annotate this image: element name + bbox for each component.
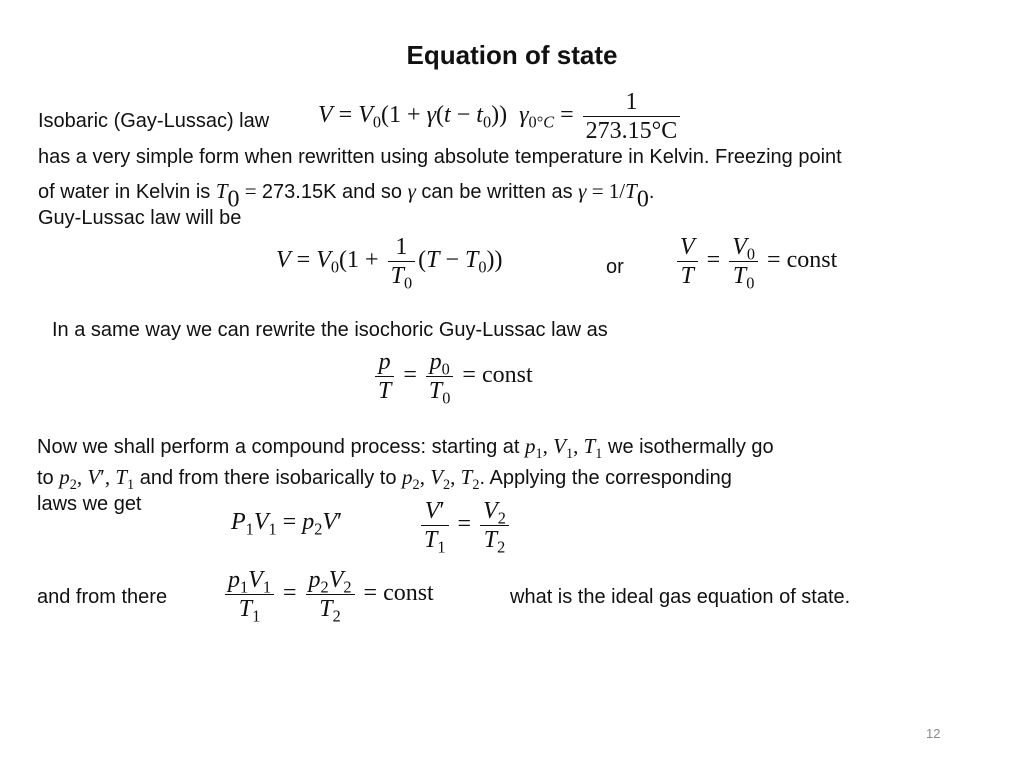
isobaric-step-equation: $\frac{V'}{T_1}$ = $\frac{V_2}{T_2}$	[418, 497, 512, 554]
isobaric-description-line: has a very simple form when rewritten using absolute temperature in Kelvin. Freezing point	[38, 146, 842, 168]
isobaric-law-equation: $V = V_0(1 + \gamma(t - t_0)) \gamma_{0^\circ C}$ = $\frac{1}{273.15^\circ C}$	[318, 88, 683, 145]
conclusion-tail: what is the ideal gas equation of state.	[510, 586, 851, 608]
isochoric-intro: In a same way we can rewrite the isochoric Guy-Lussac law as	[52, 319, 608, 341]
isobaric-label: Isobaric (Gay-Lussac) law	[38, 110, 270, 132]
slide-title: Equation of state	[406, 40, 618, 70]
kelvin-gay-lussac-equation: $V = V_0(1$ + $\frac{1}{T_0}$ $(T - T_0)$)	[276, 234, 503, 293]
slide-number: 12	[926, 726, 941, 741]
compound-process-line-2: to $p_2$, V′, $T_1$ and from there isobarically to $p_2$, $V_2$, $T_2$. Applying the corresponding	[37, 465, 732, 493]
compound-process-line-1: Now we shall perform a compound process: starting at $p_1$, $V_1$, $T_1$ we isothermally go	[37, 434, 774, 462]
freezing-point-line: of water in Kelvin is $T_0 = 273.15K$ and so γ can be written as $\gamma = 1/T_0$.	[38, 179, 655, 213]
volume-temperature-ratio-equation: $\frac{V}{T}$ = $\frac{V_0}{T_0}$ = const	[674, 233, 837, 290]
gamma-fraction: $\frac{1}{273.15^\circ C}$	[583, 88, 681, 145]
conclusion-lead: and from there	[37, 586, 168, 608]
isothermal-equation: $P_1V_1 = p_2V'$	[231, 509, 343, 539]
isochoric-equation: $\frac{p}{T}$ = $\frac{p_0}{T_0}$ = const	[372, 348, 533, 405]
guy-lussac-intro: Guy-Lussac law will be	[38, 207, 242, 229]
or-label: or	[606, 256, 624, 278]
ideal-gas-equation: $\frac{p_1V_1}{T_1}$ = $\frac{p_2V_2}{T_2}$ = const	[222, 566, 434, 623]
compound-process-line-3: laws we get	[37, 493, 142, 515]
